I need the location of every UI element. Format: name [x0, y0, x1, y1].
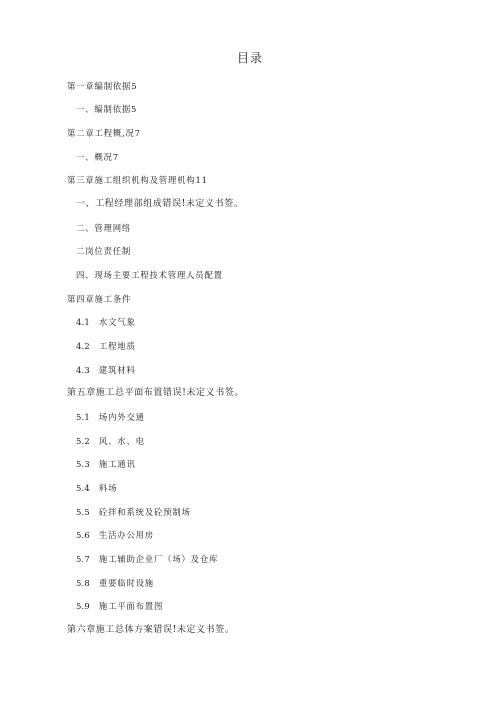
toc-entry-text: 施工通讯: [98, 459, 136, 469]
toc-entry-4-2[interactable]: [76, 340, 136, 352]
toc-entry-1-1[interactable]: [76, 103, 137, 115]
toc-entry-text: 一、工程经理部组成错误!未定义书签。: [76, 199, 244, 209]
toc-entry-3-2[interactable]: [76, 222, 131, 234]
toc-entry-text: 水文气象: [98, 317, 136, 327]
toc-entry-text: 工程地质: [98, 341, 136, 351]
toc-entry-text: 施工辅助企业厂（场）及仓库: [98, 554, 219, 564]
toc-entry-5-5[interactable]: [76, 506, 191, 518]
toc-entry-3-4[interactable]: [76, 269, 223, 281]
toc-entry-5-1[interactable]: [76, 411, 145, 423]
toc-entry-5-7[interactable]: [76, 553, 218, 565]
toc-entry-text: 砼拌和系统及砼预制场: [98, 507, 191, 517]
toc-entry-text: 第二章工程概,况7: [67, 128, 141, 138]
toc-entry-text: 一、概况7: [76, 152, 119, 162]
toc-entry-5-9[interactable]: [76, 600, 163, 612]
toc-entry-number: 4.3: [76, 365, 90, 375]
toc-entry-number: 5.1: [76, 412, 90, 422]
page-title: 目录: [236, 51, 263, 65]
toc-entry-chapter-4[interactable]: [67, 293, 131, 305]
toc-entry-number: 5.6: [76, 530, 90, 540]
toc-entry-4-3[interactable]: [76, 364, 136, 376]
toc-entry-chapter-5[interactable]: [67, 387, 244, 399]
toc-entry-text: 生活办公用房: [98, 530, 154, 540]
toc-entry-text: 第四章施工条件: [67, 294, 132, 304]
toc-entry-chapter-2[interactable]: [67, 127, 141, 139]
toc-entry-text: 第三章施工组织机构及管理机构11: [67, 175, 208, 185]
toc-entry-text: 场内外交通: [98, 412, 145, 422]
toc-entry-text: 风、水、电: [98, 436, 145, 446]
toc-entry-text: 一、编制依据5: [76, 104, 138, 114]
toc-entry-5-6[interactable]: [76, 529, 154, 541]
toc-entry-2-1[interactable]: [76, 151, 119, 163]
toc-entry-text: 四、现场主要工程技术管理人员配置: [76, 270, 223, 280]
toc-entry-text: 二岗位责任制: [76, 246, 132, 256]
toc-entry-text: 重要临时设施: [98, 578, 154, 588]
toc-entry-number: 4.1: [76, 317, 90, 327]
toc-entry-chapter-6[interactable]: [67, 624, 234, 636]
toc-entry-number: 5.4: [76, 483, 90, 493]
toc-entry-5-3[interactable]: [76, 458, 136, 470]
toc-entry-text: 料场: [98, 483, 118, 493]
toc-entry-4-1[interactable]: [76, 316, 136, 328]
toc-entry-number: 5.8: [76, 578, 90, 588]
toc-entry-number: 5.9: [76, 601, 90, 611]
toc-entry-number: 5.7: [76, 554, 90, 564]
toc-entry-number: 5.2: [76, 436, 90, 446]
toc-entry-text: 第六章施工总体方案错误!未定义书签。: [67, 625, 235, 635]
toc-entry-chapter-3[interactable]: [67, 174, 208, 186]
toc-entry-3-3[interactable]: [76, 245, 131, 257]
toc-entry-text: 二、管理网络: [76, 223, 132, 233]
toc-entry-5-8[interactable]: [76, 577, 154, 589]
toc-entry-3-1[interactable]: [76, 198, 243, 210]
toc-entry-number: 5.3: [76, 459, 90, 469]
toc-entry-5-2[interactable]: [76, 435, 145, 447]
toc-entry-text: 施工平面布置图: [98, 601, 164, 611]
toc-entry-text: 第五章施工总平面布置错误!未定义书签。: [67, 388, 245, 398]
toc-entry-number: 4.2: [76, 341, 90, 351]
toc-entry-text: 建筑材料: [98, 365, 136, 375]
toc-entry-text: 第一章编制依据5: [67, 81, 138, 91]
toc-entry-5-4[interactable]: [76, 482, 117, 494]
toc-entry-number: 5.5: [76, 507, 90, 517]
toc-entry-chapter-1[interactable]: [67, 80, 137, 92]
